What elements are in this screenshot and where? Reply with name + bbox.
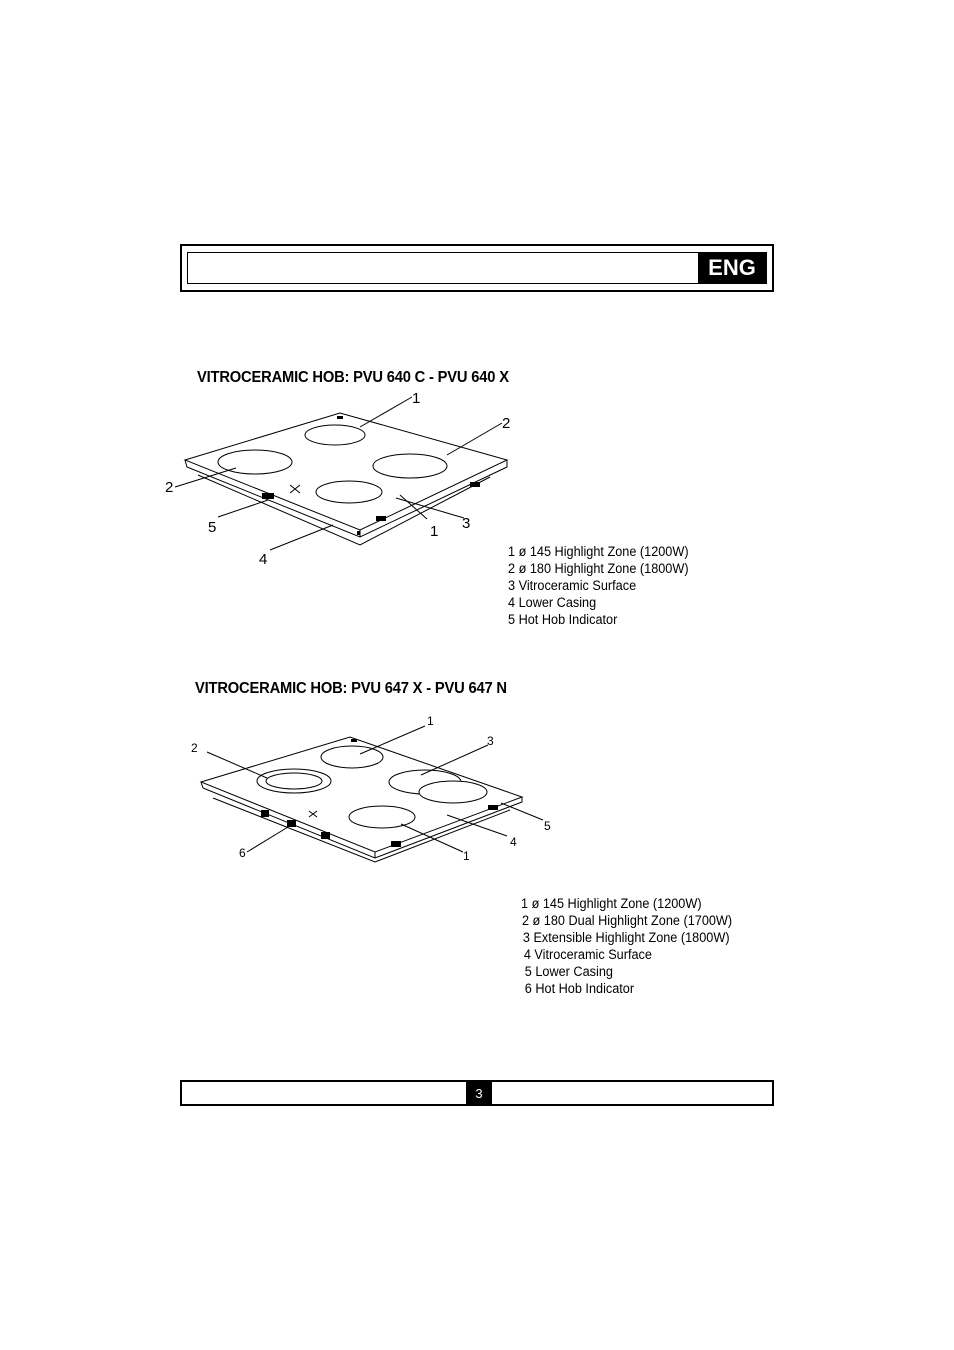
callout-1-front: 1 xyxy=(463,849,470,863)
legend-item: 1 ø 145 Highlight Zone (1200W) xyxy=(508,544,689,559)
section2-legend xyxy=(521,895,732,997)
legend-item: 4 Lower Casing xyxy=(508,595,597,610)
footer-bar xyxy=(180,1080,774,1106)
callout-3-extensible: 3 xyxy=(487,734,494,748)
callout-4: 4 xyxy=(510,835,517,849)
legend-item: 3 Extensible Highlight Zone (1800W) xyxy=(522,930,730,945)
callout-3: 3 xyxy=(462,515,471,532)
hob-diagram-pvu647 xyxy=(185,712,565,867)
callout-1-top: 1 xyxy=(412,390,421,407)
cooking-zone-front xyxy=(316,481,382,503)
section2-title: VITROCERAMIC HOB: PVU 647 X - PVU 647 N xyxy=(195,680,507,697)
cooking-zone-top xyxy=(321,746,383,768)
dual-zone-inner xyxy=(266,773,322,789)
header-frame xyxy=(180,244,774,292)
callout-5: 5 xyxy=(208,519,217,536)
callout-2-dual: 2 xyxy=(191,741,198,755)
legend-item: 3 Vitroceramic Surface xyxy=(508,578,637,593)
header-inner-frame xyxy=(187,252,767,284)
section1-legend xyxy=(508,543,689,628)
legend-item: 6 Hot Hob Indicator xyxy=(524,981,635,996)
language-badge: ENG xyxy=(698,253,766,283)
legend-item: 4 Vitroceramic Surface xyxy=(523,947,652,962)
callout-2-left: 2 xyxy=(165,479,174,496)
legend-item: 5 Hot Hob Indicator xyxy=(508,612,618,627)
legend-item: 1 ø 145 Highlight Zone (1200W) xyxy=(521,896,702,911)
cooking-zone-right xyxy=(373,454,447,478)
callout-4: 4 xyxy=(259,551,268,568)
legend-item: 2 ø 180 Dual Highlight Zone (1700W) xyxy=(521,913,733,928)
callout-1-front: 1 xyxy=(430,523,439,540)
callout-1-top: 1 xyxy=(427,714,434,728)
extensible-zone-front xyxy=(419,781,487,803)
callout-6: 6 xyxy=(239,846,246,860)
legend-item: 5 Lower Casing xyxy=(524,964,613,979)
hob-diagram-pvu640 xyxy=(150,385,550,575)
callout-5: 5 xyxy=(544,819,551,833)
page-number: 3 xyxy=(466,1082,492,1104)
cooking-zone-top xyxy=(305,425,365,445)
section1-title: VITROCERAMIC HOB: PVU 640 C - PVU 640 X xyxy=(197,369,509,386)
callout-2-right: 2 xyxy=(502,415,511,432)
cooking-zone-front xyxy=(349,806,415,828)
legend-item: 2 ø 180 Highlight Zone (1800W) xyxy=(508,561,689,576)
